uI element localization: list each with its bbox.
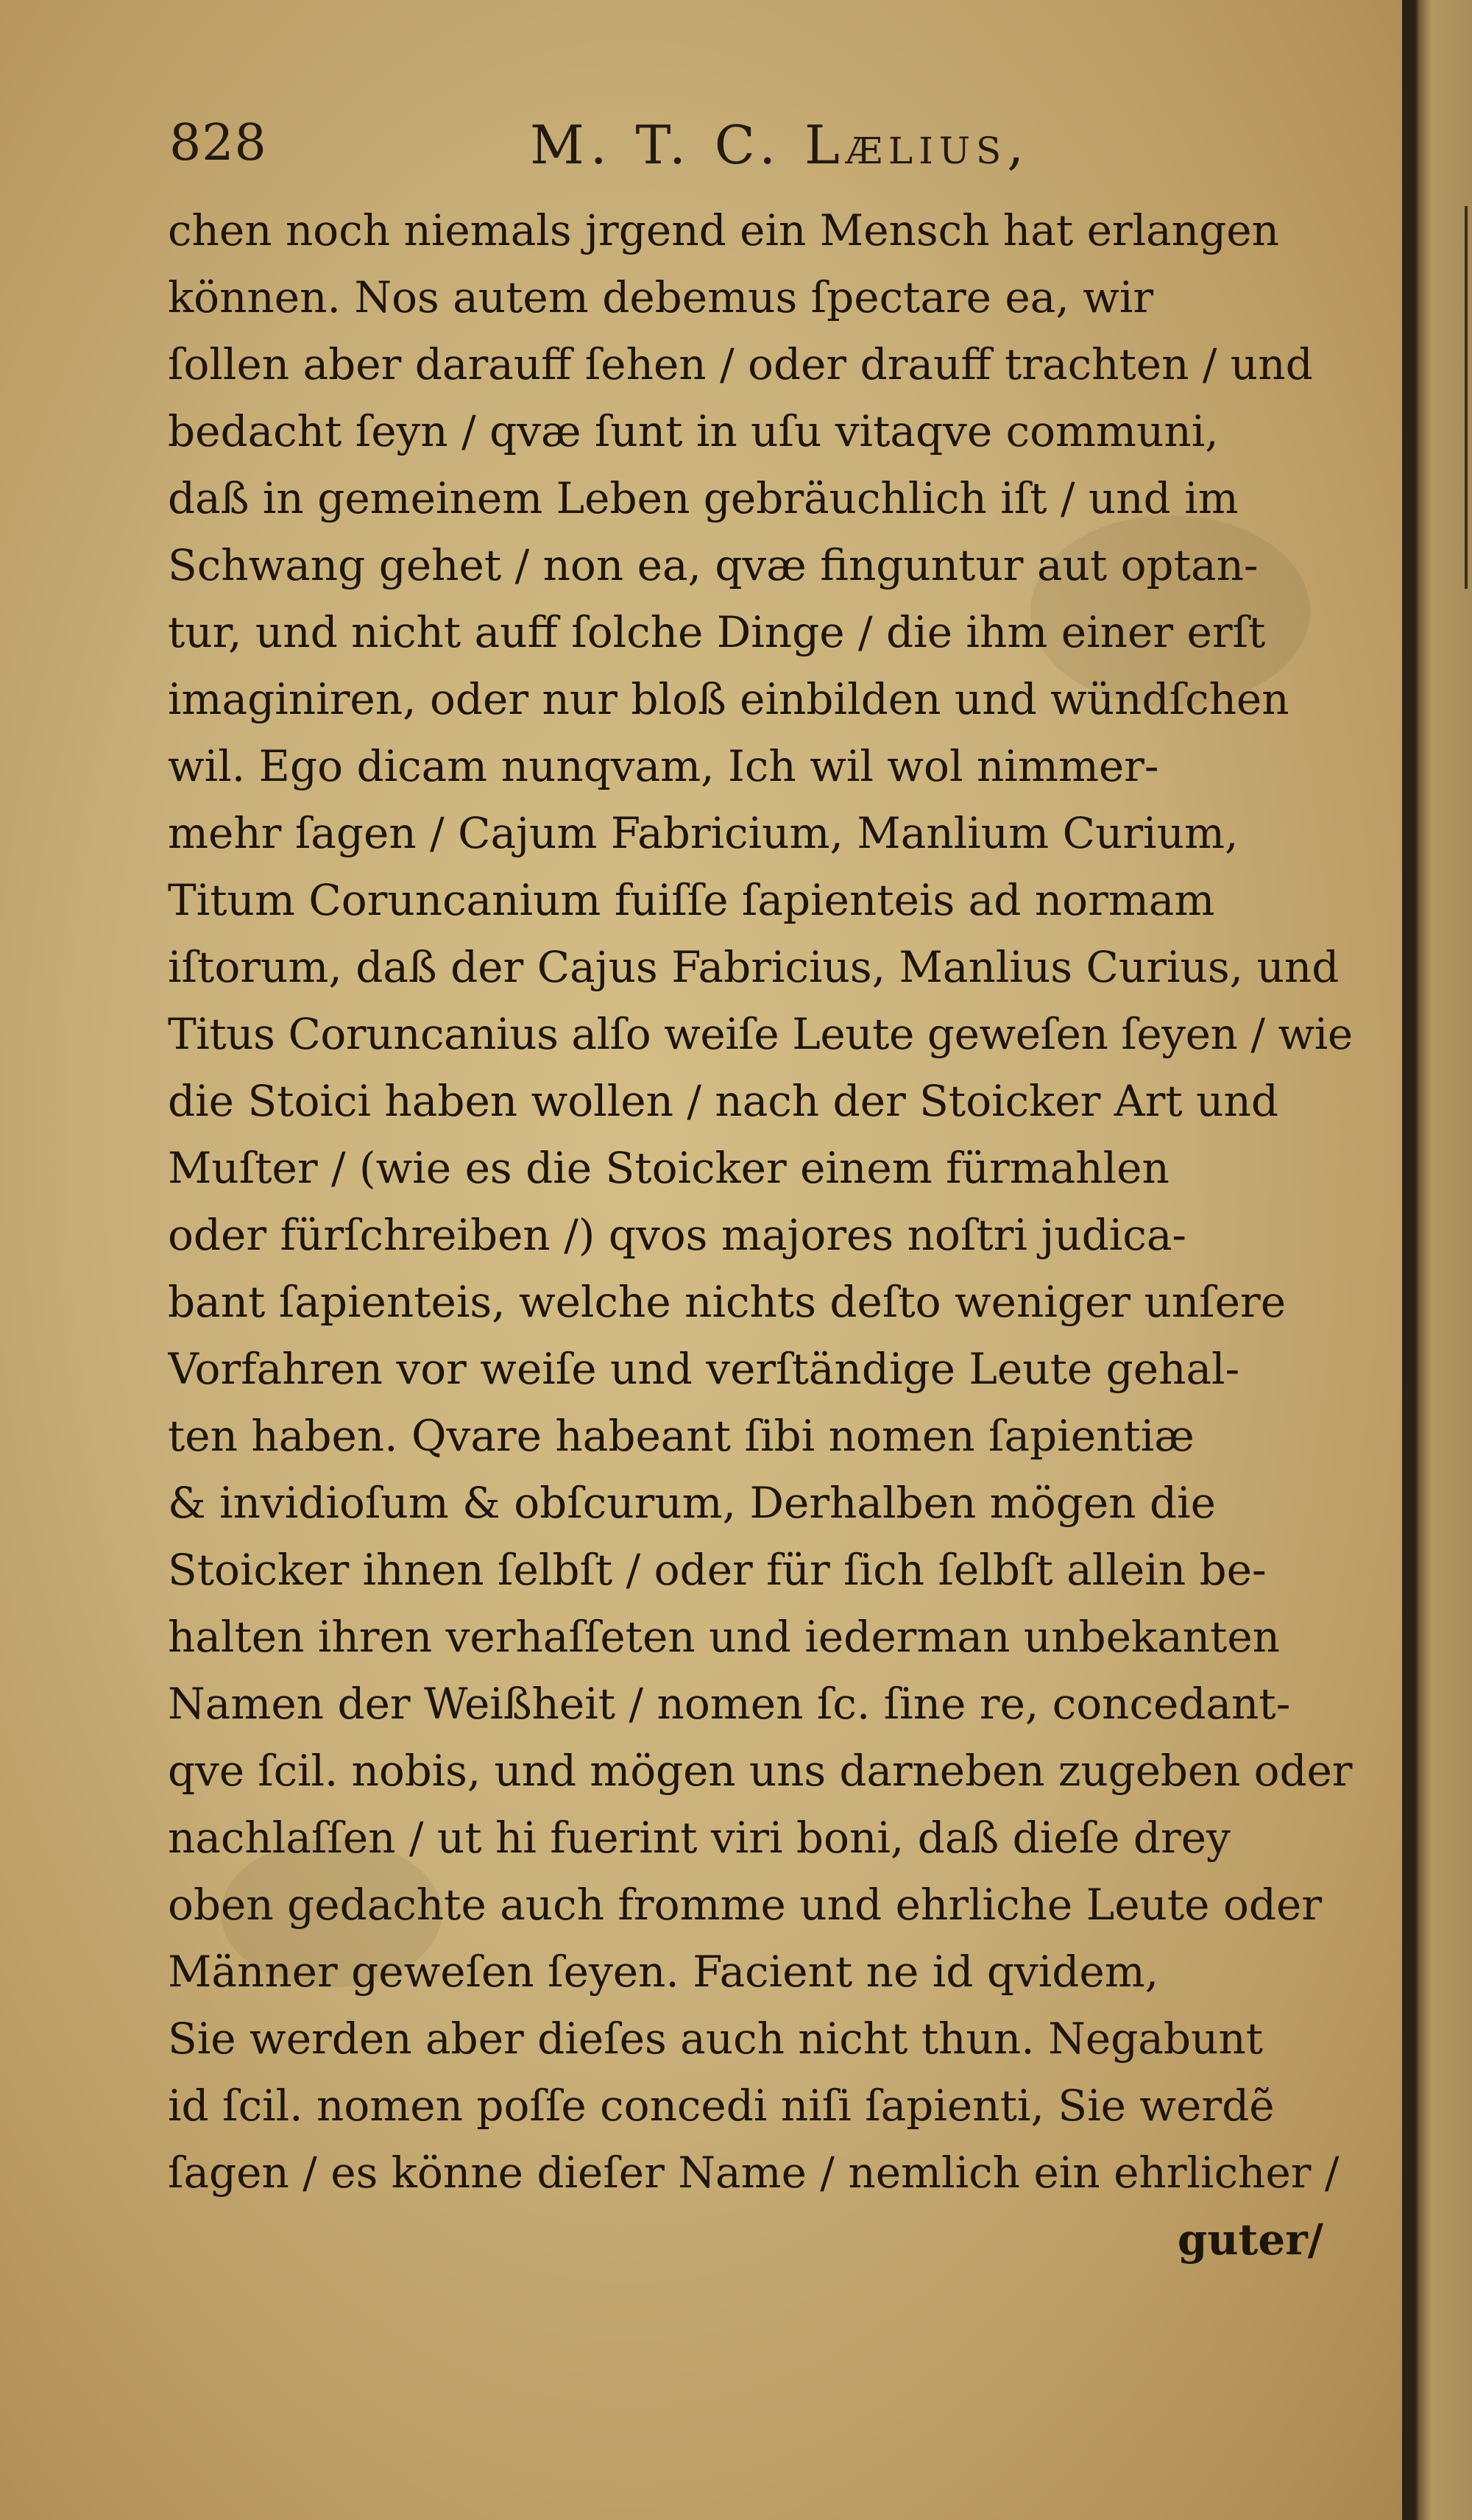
text-line: bedacht ſeyn / qvæ ſunt in uſu vitaqve communi, <box>168 406 1219 456</box>
text-line: qve ſcil. nobis, und mögen uns darneben zugeben oder <box>168 1746 1353 1796</box>
text-line: mehr ſagen / Cajum Fabricium, Manlium Curium, <box>168 808 1239 858</box>
text-line: Stoicker ihnen ſelbſt / oder für ſich ſelbſt allein be- <box>168 1545 1267 1595</box>
text-line: bant ſapienteis, welche nichts deſto weniger unſere <box>168 1277 1287 1327</box>
text-line: chen noch niemals jrgend ein Mensch hat erlangen <box>168 205 1279 255</box>
text-line: nachlaſſen / ut hi fuerint viri boni, daß dieſe drey <box>168 1813 1231 1863</box>
text-line: wil. Ego dicam nunqvam, Ich wil wol nimmer- <box>168 741 1159 791</box>
text-line: Muſter / (wie es die Stoicker einem fürmahlen <box>168 1143 1170 1193</box>
text-line: id ſcil. nomen poſſe concedi niſi ſapienti, Sie werdẽ <box>168 2081 1275 2131</box>
text-line: Sie werden aber dieſes auch nicht thun. Negabunt <box>168 2014 1264 2064</box>
text-line: Namen der Weißheit / nomen ſc. ſine re, concedant- <box>168 1679 1291 1729</box>
running-title: M. T. C. Lælius, <box>530 114 1030 176</box>
text-line: Titum Coruncanium fuiſſe ſapienteis ad normam <box>168 875 1215 925</box>
text-line: daß in gemeinem Leben gebräuchlich iſt / und im <box>168 473 1239 523</box>
text-line: ſollen aber darauff ſehen / oder drauff trachten / und <box>168 339 1313 389</box>
text-line: ſagen / es könne dieſer Name / nemlich ein ehrlicher / <box>168 2148 1340 2198</box>
text-line: imaginiren, oder nur bloß einbilden und wündſchen <box>168 674 1289 724</box>
book-gutter <box>1402 0 1472 2520</box>
text-line: Titus Coruncanius alſo weiſe Leute geweſen ſeyen / wie <box>168 1009 1353 1059</box>
catchword: guter/ <box>1177 2215 1323 2265</box>
facing-page-edge <box>1465 206 1472 589</box>
text-line: können. Nos autem debemus ſpectare ea, wir <box>168 272 1154 322</box>
text-line: oben gedachte auch fromme und ehrliche Leute oder <box>168 1880 1323 1930</box>
text-line: tur, und nicht auff ſolche Dinge / die ihm einer erſt <box>168 607 1266 657</box>
text-line: oder fürſchreiben /) qvos majores noſtri judica- <box>168 1210 1187 1260</box>
text-line: iſtorum, daß der Cajus Fabricius, Manlius Curius, und <box>168 942 1340 992</box>
text-line: & invidioſum & obſcurum, Derhalben mögen die <box>168 1478 1216 1528</box>
running-head <box>169 114 1317 195</box>
text-line: die Stoici haben wollen / nach der Stoicker Art und <box>168 1076 1278 1126</box>
text-line: Männer geweſen ſeyen. Facient ne id qvidem, <box>168 1947 1159 1997</box>
text-line: Vorfahren vor weiſe und verſtändige Leute gehal- <box>168 1344 1240 1394</box>
text-line: ten haben. Qvare habeant ſibi nomen ſapientiæ <box>168 1411 1195 1461</box>
text-line: Schwang gehet / non ea, qvæ finguntur aut optan- <box>168 540 1259 590</box>
text-line: halten ihren verhaſſeten und iederman unbekanten <box>168 1612 1281 1662</box>
page-number: 828 <box>169 114 267 172</box>
body-text <box>168 197 1353 2273</box>
